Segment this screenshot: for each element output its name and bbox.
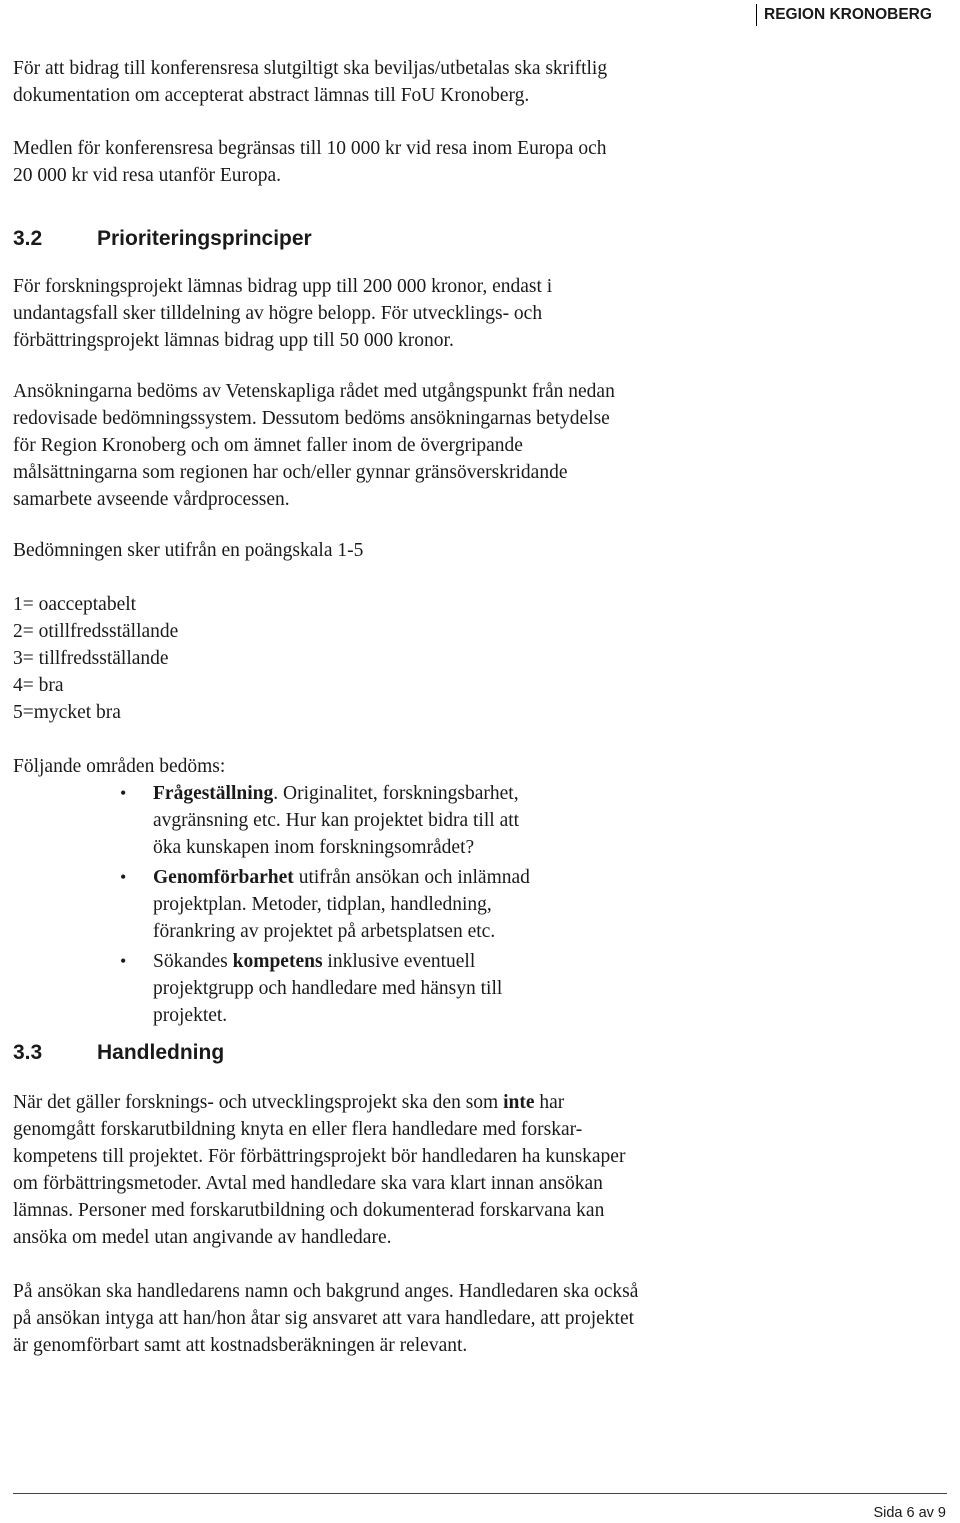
paragraph-conference-limits [13, 135, 813, 189]
text-line: på ansökan intyga att han/hon åtar sig ansvaret att vara handledare, att projektet [13, 1308, 635, 1329]
text-line: redovisade bedömningssystem. Dessutom bedöms ansökningarnas betydelse [13, 408, 610, 429]
text-line: Sökandes [153, 951, 233, 972]
bullet-icon: • [120, 951, 127, 971]
bold-term: Genomförbarhet [153, 867, 294, 888]
text-line: målsättningarna som regionen har och/eller gynnar gränsöverskridande [13, 462, 568, 483]
scale-item: 4= bra [13, 675, 64, 696]
scale-list [13, 591, 813, 726]
text-line: lämnas. Personer med forskarutbildning och dokumenterad forskarvana kan [13, 1200, 605, 1221]
text-line: För forskningsprojekt lämnas bidrag upp till 200 000 kronor, endast i [13, 276, 553, 297]
scale-item: 1= oacceptabelt [13, 594, 137, 615]
section-number: 3.3 [13, 1041, 43, 1064]
section-heading-3-2 [13, 225, 813, 253]
text-line: utifrån ansökan och inlämnad [293, 867, 530, 888]
text-line: ansöka om medel utan angivande av handledare. [13, 1227, 392, 1248]
text-line: kompetens till projektet. För förbättringsprojekt bör handledaren ha kunskaper [13, 1146, 626, 1167]
document-body [13, 55, 813, 1359]
scale-item: 5=mycket bra [13, 702, 121, 723]
list-item [13, 780, 813, 861]
text-line: För att bidrag till konferensresa slutgiltigt ska beviljas/utbetalas ska skriftlig [13, 58, 608, 79]
text-line: 20 000 kr vid resa utanför Europa. [13, 165, 282, 186]
text-line: projektgrupp och handledare med hänsyn till [153, 978, 503, 999]
text-line: om förbättringsmetoder. Avtal med handledare ska vara klart innan ansökan [13, 1173, 603, 1194]
footer-divider [13, 1493, 947, 1494]
text-line: På ansökan ska handledarens namn och bakgrund anges. Handledaren ska också [13, 1281, 639, 1302]
text-line: öka kunskapen inom forskningsområdet? [153, 837, 475, 858]
text-line: avgränsning etc. Hur kan projektet bidra till att [153, 810, 520, 831]
text-line: När det gäller forsknings- och utvecklingsprojekt ska den som [13, 1092, 504, 1113]
section-title: Handledning [97, 1041, 225, 1064]
text-line: dokumentation om accepterat abstract lämnas till FoU Kronoberg. [13, 85, 530, 106]
text-line: Ansökningarna bedöms av Vetenskapliga rådet med utgångspunkt från nedan [13, 381, 615, 402]
text-line: projektplan. Metoder, tidplan, handledning, [153, 894, 492, 915]
paragraph-conference-documentation [13, 55, 813, 109]
header-organization: REGION KRONOBERG [756, 4, 932, 26]
list-item [13, 864, 813, 945]
paragraph-supervisor-info [13, 1278, 813, 1359]
text-line: . Originalitet, forskningsbarhet, [273, 783, 519, 804]
scale-item: 2= otillfredsställande [13, 621, 179, 642]
text-line: Bedömningen sker utifrån en poängskala 1-5 [13, 540, 364, 561]
paragraph-supervision [13, 1089, 813, 1251]
text-line: samarbete avseende vårdprocessen. [13, 489, 290, 510]
scale-item: 3= tillfredsställande [13, 648, 169, 669]
assessment-areas-list [13, 780, 813, 1029]
text-line: inklusive eventuell [322, 951, 476, 972]
areas-intro [13, 753, 813, 780]
section-number: 3.2 [13, 227, 43, 250]
section-heading-3-3 [13, 1039, 813, 1067]
text-line: projektet. [153, 1005, 228, 1026]
text-line: förbättringsprojekt lämnas bidrag upp till 50 000 kronor. [13, 330, 454, 351]
text-line: är genomförbart samt att kostnadsberäkningen är relevant. [13, 1335, 468, 1356]
text-line: Följande områden bedöms: [13, 756, 226, 777]
paragraph-funding-amounts [13, 273, 813, 354]
bold-term: Frågeställning [153, 783, 274, 804]
bullet-icon: • [120, 867, 127, 887]
bold-term: inte [503, 1092, 535, 1113]
text-line: genomgått forskarutbildning knyta en eller flera handledare med forskar- [13, 1119, 583, 1140]
section-title: Prioriteringsprinciper [97, 227, 312, 250]
text-line: för Region Kronoberg och om ämnet faller inom de övergripande [13, 435, 523, 456]
paragraph-point-scale [13, 537, 813, 564]
bold-term: kompetens [232, 951, 323, 972]
bullet-icon: • [120, 783, 127, 803]
list-item [13, 948, 813, 1029]
text-line: Medlen för konferensresa begränsas till 10 000 kr vid resa inom Europa och [13, 138, 607, 159]
text-line: undantagsfall sker tilldelning av högre belopp. För utvecklings- och [13, 303, 543, 324]
paragraph-assessment [13, 378, 813, 513]
text-line: har [534, 1092, 565, 1113]
page-number: Sida 6 av 9 [873, 1505, 946, 1521]
text-line: förankring av projektet på arbetsplatsen etc. [153, 921, 496, 942]
